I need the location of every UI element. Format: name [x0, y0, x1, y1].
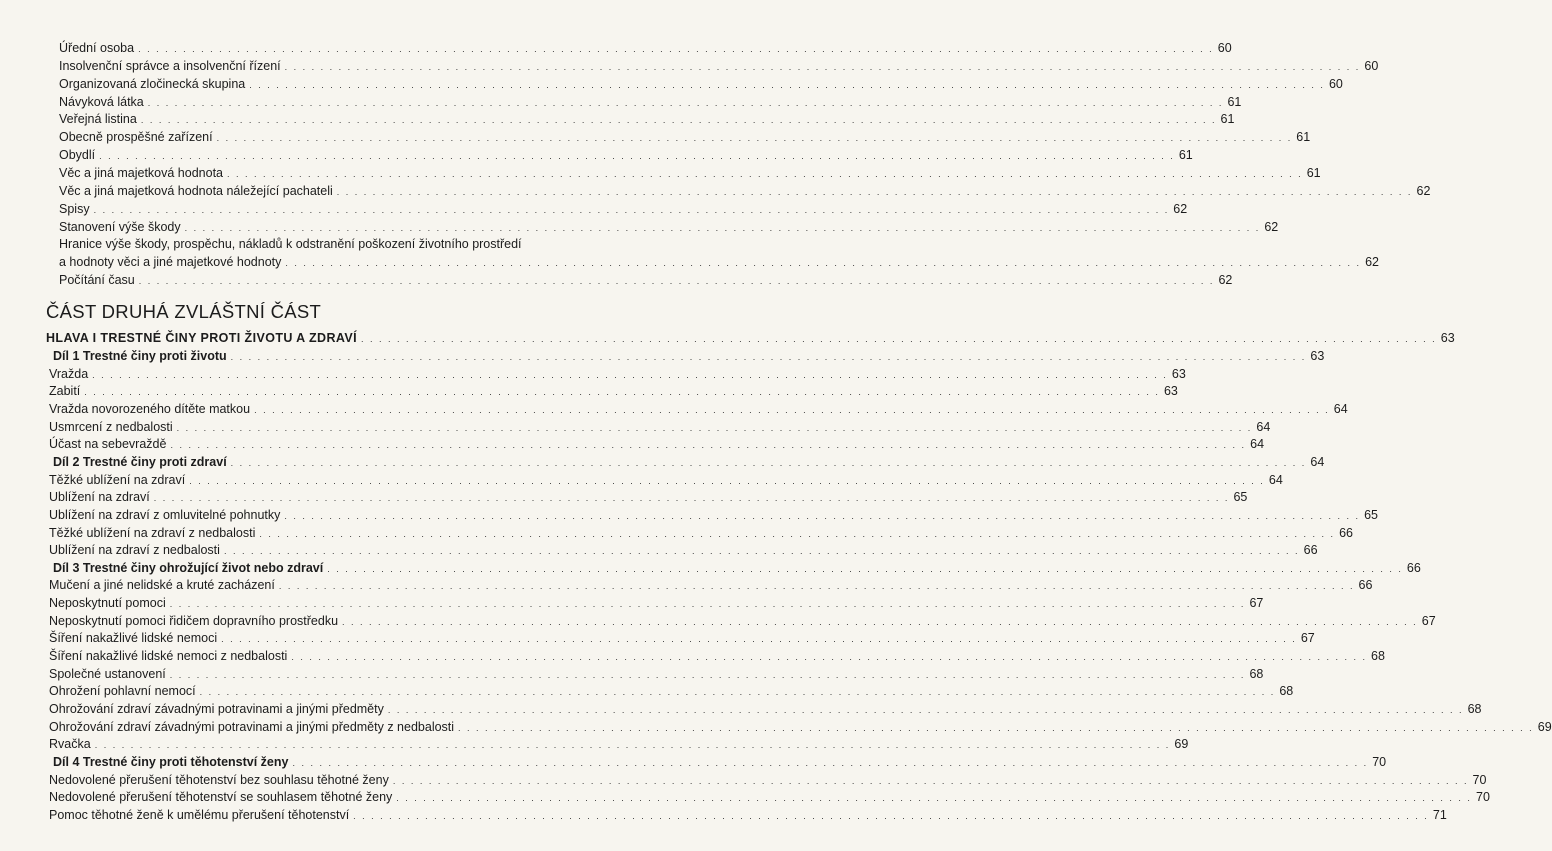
- leader-dots: . . . . . . . . . . . . . . . . . . . . . . . . . . . . . . . . . . . . . . . . . . . . . . . . . . . . . . . . . . . . . . . . . . . . . . . . . . . . . . . . . . . . . . . . . . . . . . . . . . . . . . . . . . . . . . . . . . . . . . . .: [199, 687, 1276, 698]
- toc-entry-title: Ohrožení pohlavní nemocí: [49, 684, 196, 699]
- toc-entry-title: Pomoc těhotné ženě k umělému přerušení těhotenství: [49, 807, 350, 822]
- toc-entry-page: 66: [1406, 560, 1421, 575]
- toc-entry-page: 67: [1249, 596, 1264, 611]
- toc-entry: [53, 754, 1387, 770]
- toc-entry-page: 70: [1372, 754, 1387, 769]
- toc-entry: [49, 419, 1271, 435]
- toc-entry-page: 62: [1218, 273, 1233, 288]
- toc-entry: [49, 666, 1264, 682]
- leader-dots: . . . . . . . . . . . . . . . . . . . . . . . . . . . . . . . . . . . . . . . . . . . . . . . . . . . . . . . . . . . . . . . . . . . . . . . . . . . . . . . . . . . . . . . . . . . . . . . . . . . . . . . . . . . . . . . . . . . . . . . .: [138, 276, 1215, 287]
- toc-entry-title: Společné ustanovení: [49, 666, 166, 681]
- toc-entry-page: 61: [1296, 130, 1311, 145]
- toc-entry: [49, 383, 1178, 399]
- leader-dots: . . . . . . . . . . . . . . . . . . . . . . . . . . . . . . . . . . . . . . . . . . . . . . . . . . . . . . . . . . . . . . . . . . . . . . . . . . . . . . . . . . . . . . . . . . . . . . . . . . . . . . . . . . . . . . . . . . . . . . . .: [223, 546, 1300, 557]
- toc-entry-page: 63: [1310, 349, 1325, 363]
- toc-entry-page: 71: [1432, 807, 1447, 822]
- leader-dots: . . . . . . . . . . . . . . . . . . . . . . . . . . . . . . . . . . . . . . . . . . . . . . . . . . . . . . . . . . . . . . . . . . . . . . . . . . . . . . . . . . . . . . . . . . . . . . . . . . . . . . . . . . . . . . . . . . . . . . . .: [170, 440, 1247, 451]
- leader-dots: . . . . . . . . . . . . . . . . . . . . . . . . . . . . . . . . . . . . . . . . . . . . . . . . . . . . . . . . . . . . . . . . . . . . . . . . . . . . . . . . . . . . . . . . . . . . . . . . . . . . . . . . . . . . . . . . . . . . . . . .: [353, 810, 1429, 821]
- leader-dots: . . . . . . . . . . . . . . . . . . . . . . . . . . . . . . . . . . . . . . . . . . . . . . . . . . . . . . . . . . . . . . . . . . . . . . . . . . . . . . . . . . . . . . . . . . . . . . . . . . . . . . . . . . . . . . . . . . . . . . . .: [93, 204, 1170, 215]
- toc-entry: [49, 472, 1283, 488]
- toc-entry-page: 65: [1233, 490, 1248, 505]
- leader-dots: . . . . . . . . . . . . . . . . . . . . . . . . . . . . . . . . . . . . . . . . . . . . . . . . . . . . . . . . . . . . . . . . . . . . . . . . . . . . . . . . . . . . . . . . . . . . . . . . . . . . . . . . . . . . . . . . . . . . . . . .: [189, 475, 1265, 486]
- toc-entry-title: Nedovolené přerušení těhotenství bez souhlasu těhotné ženy: [49, 772, 389, 787]
- leader-dots: . . . . . . . . . . . . . . . . . . . . . . . . . . . . . . . . . . . . . . . . . . . . . . . . . . . . . . . . . . . . . . . . . . . . . . . . . . . . . . . . . . . . . . . . . . . . . . . . . . . . . . . . . . . . . . . . . . . . . . . .: [138, 44, 1214, 54]
- toc-entry-page: 66: [1339, 525, 1353, 540]
- toc-entry-title: Insolvenční správce a insolvenční řízení: [59, 58, 281, 73]
- leader-dots: . . . . . . . . . . . . . . . . . . . . . . . . . . . . . . . . . . . . . . . . . . . . . . . . . . . . . . . . . . . . . . . . . . . . . . . . . . . . . . . . . . . . . . . . . . . . . . . . . . . . . . . . . . . . . . . . . . . . . . . .: [230, 352, 1307, 362]
- toc-entry-title: Ublížení na zdraví z nedbalosti: [49, 543, 220, 558]
- toc-entry-page: 67: [1421, 613, 1436, 628]
- leader-dots: . . . . . . . . . . . . . . . . . . . . . . . . . . . . . . . . . . . . . . . . . . . . . . . . . . . . . . . . . . . . . . . . . . . . . . . . . . . . . . . . . . . . . . . . . . . . . . . . . . . . . . . . . . . . . . . . . . . . . . . .: [336, 186, 1413, 197]
- leader-dots: . . . . . . . . . . . . . . . . . . . . . . . . . . . . . . . . . . . . . . . . . . . . . . . . . . . . . . . . . . . . . . . . . . . . . . . . . . . . . . . . . . . . . . . . . . . . . . . . . . . . . . . . . . . . . . . . . . . . . . . .: [278, 581, 1355, 592]
- leader-dots: . . . . . . . . . . . . . . . . . . . . . . . . . . . . . . . . . . . . . . . . . . . . . . . . . . . . . . . . . . . . . . . . . . . . . . . . . . . . . . . . . . . . . . . . . . . . . . . . . . . . . . . . . . . . . . . . . . . . . . . .: [227, 168, 1303, 179]
- toc-entry-page: 64: [1256, 419, 1271, 434]
- toc-entry: [53, 348, 1325, 364]
- toc-entry: [49, 630, 1315, 646]
- toc-entry-page: 70: [1476, 790, 1490, 805]
- toc-entry-page: 63: [1171, 366, 1186, 381]
- toc-entry-page: 64: [1268, 472, 1283, 487]
- toc-entry-page: 61: [1306, 165, 1321, 180]
- toc-entry-page: 60: [1217, 41, 1232, 55]
- toc-entry-page: 62: [1416, 183, 1431, 198]
- toc-entry-title: Organizovaná zločinecká skupina: [59, 76, 246, 91]
- toc-entry-title: Zabití: [49, 384, 81, 399]
- toc-entry: [59, 129, 1311, 145]
- toc-entry: [59, 147, 1193, 163]
- toc-entry-title: Vražda: [49, 366, 89, 381]
- toc-entry-page: 69: [1174, 737, 1189, 752]
- toc-entry-title: Nedovolené přerušení těhotenství se souhlasem těhotné ženy: [49, 790, 393, 805]
- toc-entry: [49, 683, 1294, 699]
- toc-entry-title: Ohrožování zdraví závadnými potravinami a jinými předměty: [49, 702, 384, 716]
- toc-entry-title: Úřední osoba: [59, 41, 135, 55]
- toc-entry: [59, 58, 1379, 74]
- toc-entry: [49, 577, 1373, 593]
- leader-dots: . . . . . . . . . . . . . . . . . . . . . . . . . . . . . . . . . . . . . . . . . . . . . . . . . . . . . . . . . . . . . . . . . . . . . . . . . . . . . . . . . . . . . . . . . . . . . . . . . . . . . . . . . . . . . . . . . . . . . . . .: [184, 222, 1261, 233]
- toc-entry-title: Spisy: [59, 201, 90, 216]
- leader-dots: . . . . . . . . . . . . . . . . . . . . . . . . . . . . . . . . . . . . . . . . . . . . . . . . . . . . . . . . . . . . . . . . . . . . . . . . . . . . . . . . . . . . . . . . . . . . . . . . . . . . . . . . . . . . . . . . . . . . . . . .: [361, 334, 1437, 344]
- leader-dots: . . . . . . . . . . . . . . . . . . . . . . . . . . . . . . . . . . . . . . . . . . . . . . . . . . . . . . . . . . . . . . . . . . . . . . . . . . . . . . . . . . . . . . . . . . . . . . . . . . . . . . . . . . . . . . . . . . . . . . . .: [392, 775, 1469, 786]
- toc-entry: [49, 701, 1482, 717]
- toc-entry: [59, 165, 1321, 181]
- leader-dots: . . . . . . . . . . . . . . . . . . . . . . . . . . . . . . . . . . . . . . . . . . . . . . . . . . . . . . . . . . . . . . . . . . . . . . . . . . . . . . . . . . . . . . . . . . . . . . . . . . . . . . . . . . . . . . . . . . . . . . . .: [458, 722, 1534, 733]
- leader-dots: . . . . . . . . . . . . . . . . . . . . . . . . . . . . . . . . . . . . . . . . . . . . . . . . . . . . . . . . . . . . . . . . . . . . . . . . . . . . . . . . . . . . . . . . . . . . . . . . . . . . . . . . . . . . . . . . . . . . . . . .: [94, 740, 1171, 751]
- toc-entry-title: Díl 1 Trestné činy proti životu: [53, 349, 227, 363]
- part-title: ČÁST DRUHÁ ZVLÁŠTNÍ ČÁST: [46, 301, 322, 322]
- leader-dots: . . . . . . . . . . . . . . . . . . . . . . . . . . . . . . . . . . . . . . . . . . . . . . . . . . . . . . . . . . . . . . . . . . . . . . . . . . . . . . . . . . . . . . . . . . . . . . . . . . . . . . . . . . . . . . . . . . . . . . . .: [284, 61, 1361, 72]
- toc-entry: [59, 254, 1379, 270]
- chapter-heading-text: HLAVA I TRESTNÉ ČINY PROTI ŽIVOTU A ZDRAVÍ: [46, 331, 358, 345]
- leader-dots: . . . . . . . . . . . . . . . . . . . . . . . . . . . . . . . . . . . . . . . . . . . . . . . . . . . . . . . . . . . . . . . . . . . . . . . . . . . . . . . . . . . . . . . . . . . . . . . . . . . . . . . . . . . . . . . . . . . . . . . .: [342, 616, 1418, 627]
- toc-entry-title: Ublížení na zdraví: [49, 490, 150, 505]
- toc-entry: [59, 94, 1242, 110]
- toc-entry-title: Ublížení na zdraví z omluvitelné pohnutky: [49, 507, 281, 522]
- toc-entry: [49, 648, 1385, 664]
- toc-entry: [49, 736, 1189, 752]
- toc-entry-page: 67: [1300, 631, 1315, 646]
- leader-dots: . . . . . . . . . . . . . . . . . . . . . . . . . . . . . . . . . . . . . . . . . . . . . . . . . . . . . . . . . . . . . . . . . . . . . . . . . . . . . . . . . . . . . . . . . . . . . . . . . . . . . . . . . . . . . . . . . . . . . . . .: [284, 510, 1360, 521]
- chapter-heading-page: 63: [1440, 331, 1455, 345]
- toc-entry-title: Těžké ublížení na zdraví z nedbalosti: [49, 525, 256, 540]
- toc-entry-title: Obecně prospěšné zařízení: [59, 130, 213, 145]
- toc-entry: [49, 507, 1378, 523]
- toc-entry-page: 60: [1328, 76, 1343, 91]
- toc-entry-page: 62: [1173, 201, 1188, 216]
- toc-entry: [49, 789, 1490, 805]
- toc-entry: [49, 772, 1487, 788]
- toc-entry: [49, 719, 1552, 735]
- leader-dots: . . . . . . . . . . . . . . . . . . . . . . . . . . . . . . . . . . . . . . . . . . . . . . . . . . . . . . . . . . . . . . . . . . . . . . . . . . . . . . . . . . . . . . . . . . . . . . . . . . . . . . . . . . . . . . . . . . . . . . . .: [291, 652, 1367, 663]
- toc-entry-page: 70: [1472, 772, 1487, 787]
- toc-entry: [53, 454, 1325, 470]
- toc-entry-title: Díl 4 Trestné činy proti těhotenství ženy: [53, 754, 289, 769]
- leader-dots: . . . . . . . . . . . . . . . . . . . . . . . . . . . . . . . . . . . . . . . . . . . . . . . . . . . . . . . . . . . . . . . . . . . . . . . . . . . . . . . . . . . . . . . . . . . . . . . . . . . . . . . . . . . . . . . . . . . . . . . .: [396, 793, 1472, 804]
- leader-dots: . . . . . . . . . . . . . . . . . . . . . . . . . . . . . . . . . . . . . . . . . . . . . . . . . . . . . . . . . . . . . . . . . . . . . . . . . . . . . . . . . . . . . . . . . . . . . . . . . . . . . . . . . . . . . . . . . . . . . . . .: [230, 457, 1307, 468]
- toc-entry-title: Mučení a jiné nelidské a kruté zacházení: [49, 578, 275, 593]
- toc-entry-title: Návyková látka: [59, 94, 144, 109]
- toc-entry-title: Rvačka: [49, 737, 91, 752]
- toc-entry: [49, 436, 1265, 452]
- toc-entry-title: Počítání času: [59, 273, 135, 288]
- toc-entry-page: 64: [1333, 401, 1348, 416]
- toc-entry-page: 60: [1364, 58, 1379, 73]
- toc-entry-page: 66: [1358, 578, 1373, 593]
- toc-entry: [59, 40, 1232, 56]
- leader-dots: . . . . . . . . . . . . . . . . . . . . . . . . . . . . . . . . . . . . . . . . . . . . . . . . . . . . . . . . . . . . . . . . . . . . . . . . . . . . . . . . . . . . . . . . . . . . . . . . . . . . . . . . . . . . . . . . . . . . . . . .: [216, 133, 1293, 144]
- toc-entry: [49, 401, 1348, 417]
- leader-dots: . . . . . . . . . . . . . . . . . . . . . . . . . . . . . . . . . . . . . . . . . . . . . . . . . . . . . . . . . . . . . . . . . . . . . . . . . . . . . . . . . . . . . . . . . . . . . . . . . . . . . . . . . . . . . . . . . . . . . . . .: [147, 97, 1224, 108]
- toc-entry-title: Obydlí: [59, 148, 96, 163]
- toc-entry-page: 68: [1249, 666, 1264, 681]
- leader-dots: . . . . . . . . . . . . . . . . . . . . . . . . . . . . . . . . . . . . . . . . . . . . . . . . . . . . . . . . . . . . . . . . . . . . . . . . . . . . . . . . . . . . . . . . . . . . . . . . . . . . . . . . . . . . . . . . . . . . . . . .: [221, 634, 1297, 645]
- toc-entry: [49, 613, 1436, 629]
- toc-entry-title: a hodnoty věci a jiné majetkové hodnoty: [59, 255, 282, 270]
- toc-entry-page: 68: [1279, 684, 1294, 699]
- toc-entry-page: 68: [1371, 649, 1385, 664]
- toc-entry: [49, 595, 1264, 611]
- toc-entry-title: Díl 3 Trestné činy ohrožující život nebo zdraví: [53, 560, 324, 575]
- leader-dots: . . . . . . . . . . . . . . . . . . . . . . . . . . . . . . . . . . . . . . . . . . . . . . . . . . . . . . . . . . . . . . . . . . . . . . . . . . . . . . . . . . . . . . . . . . . . . . . . . . . . . . . . . . . . . . . . . . . . . . . .: [254, 404, 1330, 415]
- toc-entry-title: Usmrcení z nedbalosti: [49, 419, 173, 434]
- toc-entry-title: Vražda novorozeného dítěte matkou: [49, 401, 251, 416]
- toc-entry: [59, 219, 1279, 235]
- toc-entry: [49, 489, 1248, 505]
- toc-entry-page: 69: [1537, 719, 1552, 734]
- leader-dots: . . . . . . . . . . . . . . . . . . . . . . . . . . . . . . . . . . . . . . . . . . . . . . . . . . . . . . . . . . . . . . . . . . . . . . . . . . . . . . . . . . . . . . . . . . . . . . . . . . . . . . . . . . . . . . . . . . . . . . . .: [140, 115, 1217, 126]
- toc-entry-page: 63: [1163, 384, 1178, 399]
- toc-entry-page: 65: [1364, 507, 1378, 522]
- toc-entry-title: Veřejná listina: [59, 112, 137, 127]
- toc-entry: [49, 366, 1186, 382]
- toc-entry: [53, 560, 1421, 576]
- toc-entry-title: Stanovení výše škody: [59, 219, 181, 234]
- toc-entry: [59, 183, 1431, 199]
- toc-entry-page: 61: [1178, 148, 1193, 163]
- leader-dots: . . . . . . . . . . . . . . . . . . . . . . . . . . . . . . . . . . . . . . . . . . . . . . . . . . . . . . . . . . . . . . . . . . . . . . . . . . . . . . . . . . . . . . . . . . . . . . . . . . . . . . . . . . . . . . . . . . . . . . . .: [92, 369, 1168, 380]
- toc-entry-page: 62: [1365, 255, 1379, 270]
- toc-entry: [59, 111, 1235, 127]
- toc-entry-page: 61: [1220, 112, 1235, 127]
- toc-entry-title: Věc a jiná majetková hodnota náležející pachateli: [59, 183, 333, 198]
- toc-entry: [59, 272, 1233, 288]
- leader-dots: . . . . . . . . . . . . . . . . . . . . . . . . . . . . . . . . . . . . . . . . . . . . . . . . . . . . . . . . . . . . . . . . . . . . . . . . . . . . . . . . . . . . . . . . . . . . . . . . . . . . . . . . . . . . . . . . . . . . . . . .: [292, 757, 1369, 768]
- leader-dots: . . . . . . . . . . . . . . . . . . . . . . . . . . . . . . . . . . . . . . . . . . . . . . . . . . . . . . . . . . . . . . . . . . . . . . . . . . . . . . . . . . . . . . . . . . . . . . . . . . . . . . . . . . . . . . . . . . . . . . . .: [259, 528, 1335, 539]
- toc-entry-title: Těžké ublížení na zdraví: [49, 472, 186, 487]
- leader-dots: . . . . . . . . . . . . . . . . . . . . . . . . . . . . . . . . . . . . . . . . . . . . . . . . . . . . . . . . . . . . . . . . . . . . . . . . . . . . . . . . . . . . . . . . . . . . . . . . . . . . . . . . . . . . . . . . . . . . . . . .: [169, 599, 1246, 610]
- toc-entry: [59, 236, 522, 252]
- toc-entry-page: 68: [1467, 702, 1482, 716]
- toc-entry-title: Hranice výše škody, prospěchu, nákladů k odstranění poškození životního prostředí: [59, 237, 522, 252]
- toc-entry-page: 64: [1250, 437, 1265, 452]
- leader-dots: . . . . . . . . . . . . . . . . . . . . . . . . . . . . . . . . . . . . . . . . . . . . . . . . . . . . . . . . . . . . . . . . . . . . . . . . . . . . . . . . . . . . . . . . . . . . . . . . . . . . . . . . . . . . . . . . . . . . . . . .: [249, 79, 1325, 90]
- toc-entry-title: Neposkytnutí pomoci řidičem dopravního prostředku: [49, 613, 339, 628]
- toc-entry-title: Věc a jiná majetková hodnota: [59, 165, 223, 180]
- toc-entry: [59, 201, 1188, 217]
- leader-dots: . . . . . . . . . . . . . . . . . . . . . . . . . . . . . . . . . . . . . . . . . . . . . . . . . . . . . . . . . . . . . . . . . . . . . . . . . . . . . . . . . . . . . . . . . . . . . . . . . . . . . . . . . . . . . . . . . . . . . . . .: [153, 493, 1230, 504]
- toc-entry: [59, 76, 1343, 92]
- toc-entry-title: Ohrožování zdraví závadnými potravinami a jinými předměty z nedbalosti: [49, 719, 455, 734]
- toc-entry-title: Šíření nakažlivé lidské nemoci: [49, 631, 218, 646]
- leader-dots: . . . . . . . . . . . . . . . . . . . . . . . . . . . . . . . . . . . . . . . . . . . . . . . . . . . . . . . . . . . . . . . . . . . . . . . . . . . . . . . . . . . . . . . . . . . . . . . . . . . . . . . . . . . . . . . . . . . . . . . .: [285, 258, 1361, 269]
- chapter-heading: [46, 330, 1455, 346]
- leader-dots: . . . . . . . . . . . . . . . . . . . . . . . . . . . . . . . . . . . . . . . . . . . . . . . . . . . . . . . . . . . . . . . . . . . . . . . . . . . . . . . . . . . . . . . . . . . . . . . . . . . . . . . . . . . . . . . . . . . . . . . .: [176, 422, 1253, 433]
- toc-entry-title: Šíření nakažlivé lidské nemoci z nedbalosti: [49, 649, 288, 664]
- toc-entry: [49, 807, 1447, 823]
- toc-entry-title: Díl 2 Trestné činy proti zdraví: [53, 454, 227, 469]
- toc-entry: [49, 542, 1318, 558]
- toc-entry-page: 61: [1227, 94, 1242, 109]
- toc-entry-page: 64: [1310, 454, 1325, 469]
- toc-entry-page: 62: [1264, 219, 1279, 234]
- toc-entry-page: 66: [1303, 543, 1318, 558]
- leader-dots: . . . . . . . . . . . . . . . . . . . . . . . . . . . . . . . . . . . . . . . . . . . . . . . . . . . . . . . . . . . . . . . . . . . . . . . . . . . . . . . . . . . . . . . . . . . . . . . . . . . . . . . . . . . . . . . . . . . . . . . .: [99, 151, 1175, 162]
- leader-dots: . . . . . . . . . . . . . . . . . . . . . . . . . . . . . . . . . . . . . . . . . . . . . . . . . . . . . . . . . . . . . . . . . . . . . . . . . . . . . . . . . . . . . . . . . . . . . . . . . . . . . . . . . . . . . . . . . . . . . . . .: [387, 705, 1464, 715]
- leader-dots: . . . . . . . . . . . . . . . . . . . . . . . . . . . . . . . . . . . . . . . . . . . . . . . . . . . . . . . . . . . . . . . . . . . . . . . . . . . . . . . . . . . . . . . . . . . . . . . . . . . . . . . . . . . . . . . . . . . . . . . .: [84, 387, 1160, 398]
- toc-entry-title: Účast na sebevraždě: [49, 437, 167, 452]
- toc-entry-title: Neposkytnutí pomoci: [49, 596, 166, 611]
- leader-dots: . . . . . . . . . . . . . . . . . . . . . . . . . . . . . . . . . . . . . . . . . . . . . . . . . . . . . . . . . . . . . . . . . . . . . . . . . . . . . . . . . . . . . . . . . . . . . . . . . . . . . . . . . . . . . . . . . . . . . . . .: [169, 669, 1246, 680]
- toc-entry: [49, 525, 1353, 541]
- leader-dots: . . . . . . . . . . . . . . . . . . . . . . . . . . . . . . . . . . . . . . . . . . . . . . . . . . . . . . . . . . . . . . . . . . . . . . . . . . . . . . . . . . . . . . . . . . . . . . . . . . . . . . . . . . . . . . . . . . . . . . . .: [327, 563, 1403, 574]
